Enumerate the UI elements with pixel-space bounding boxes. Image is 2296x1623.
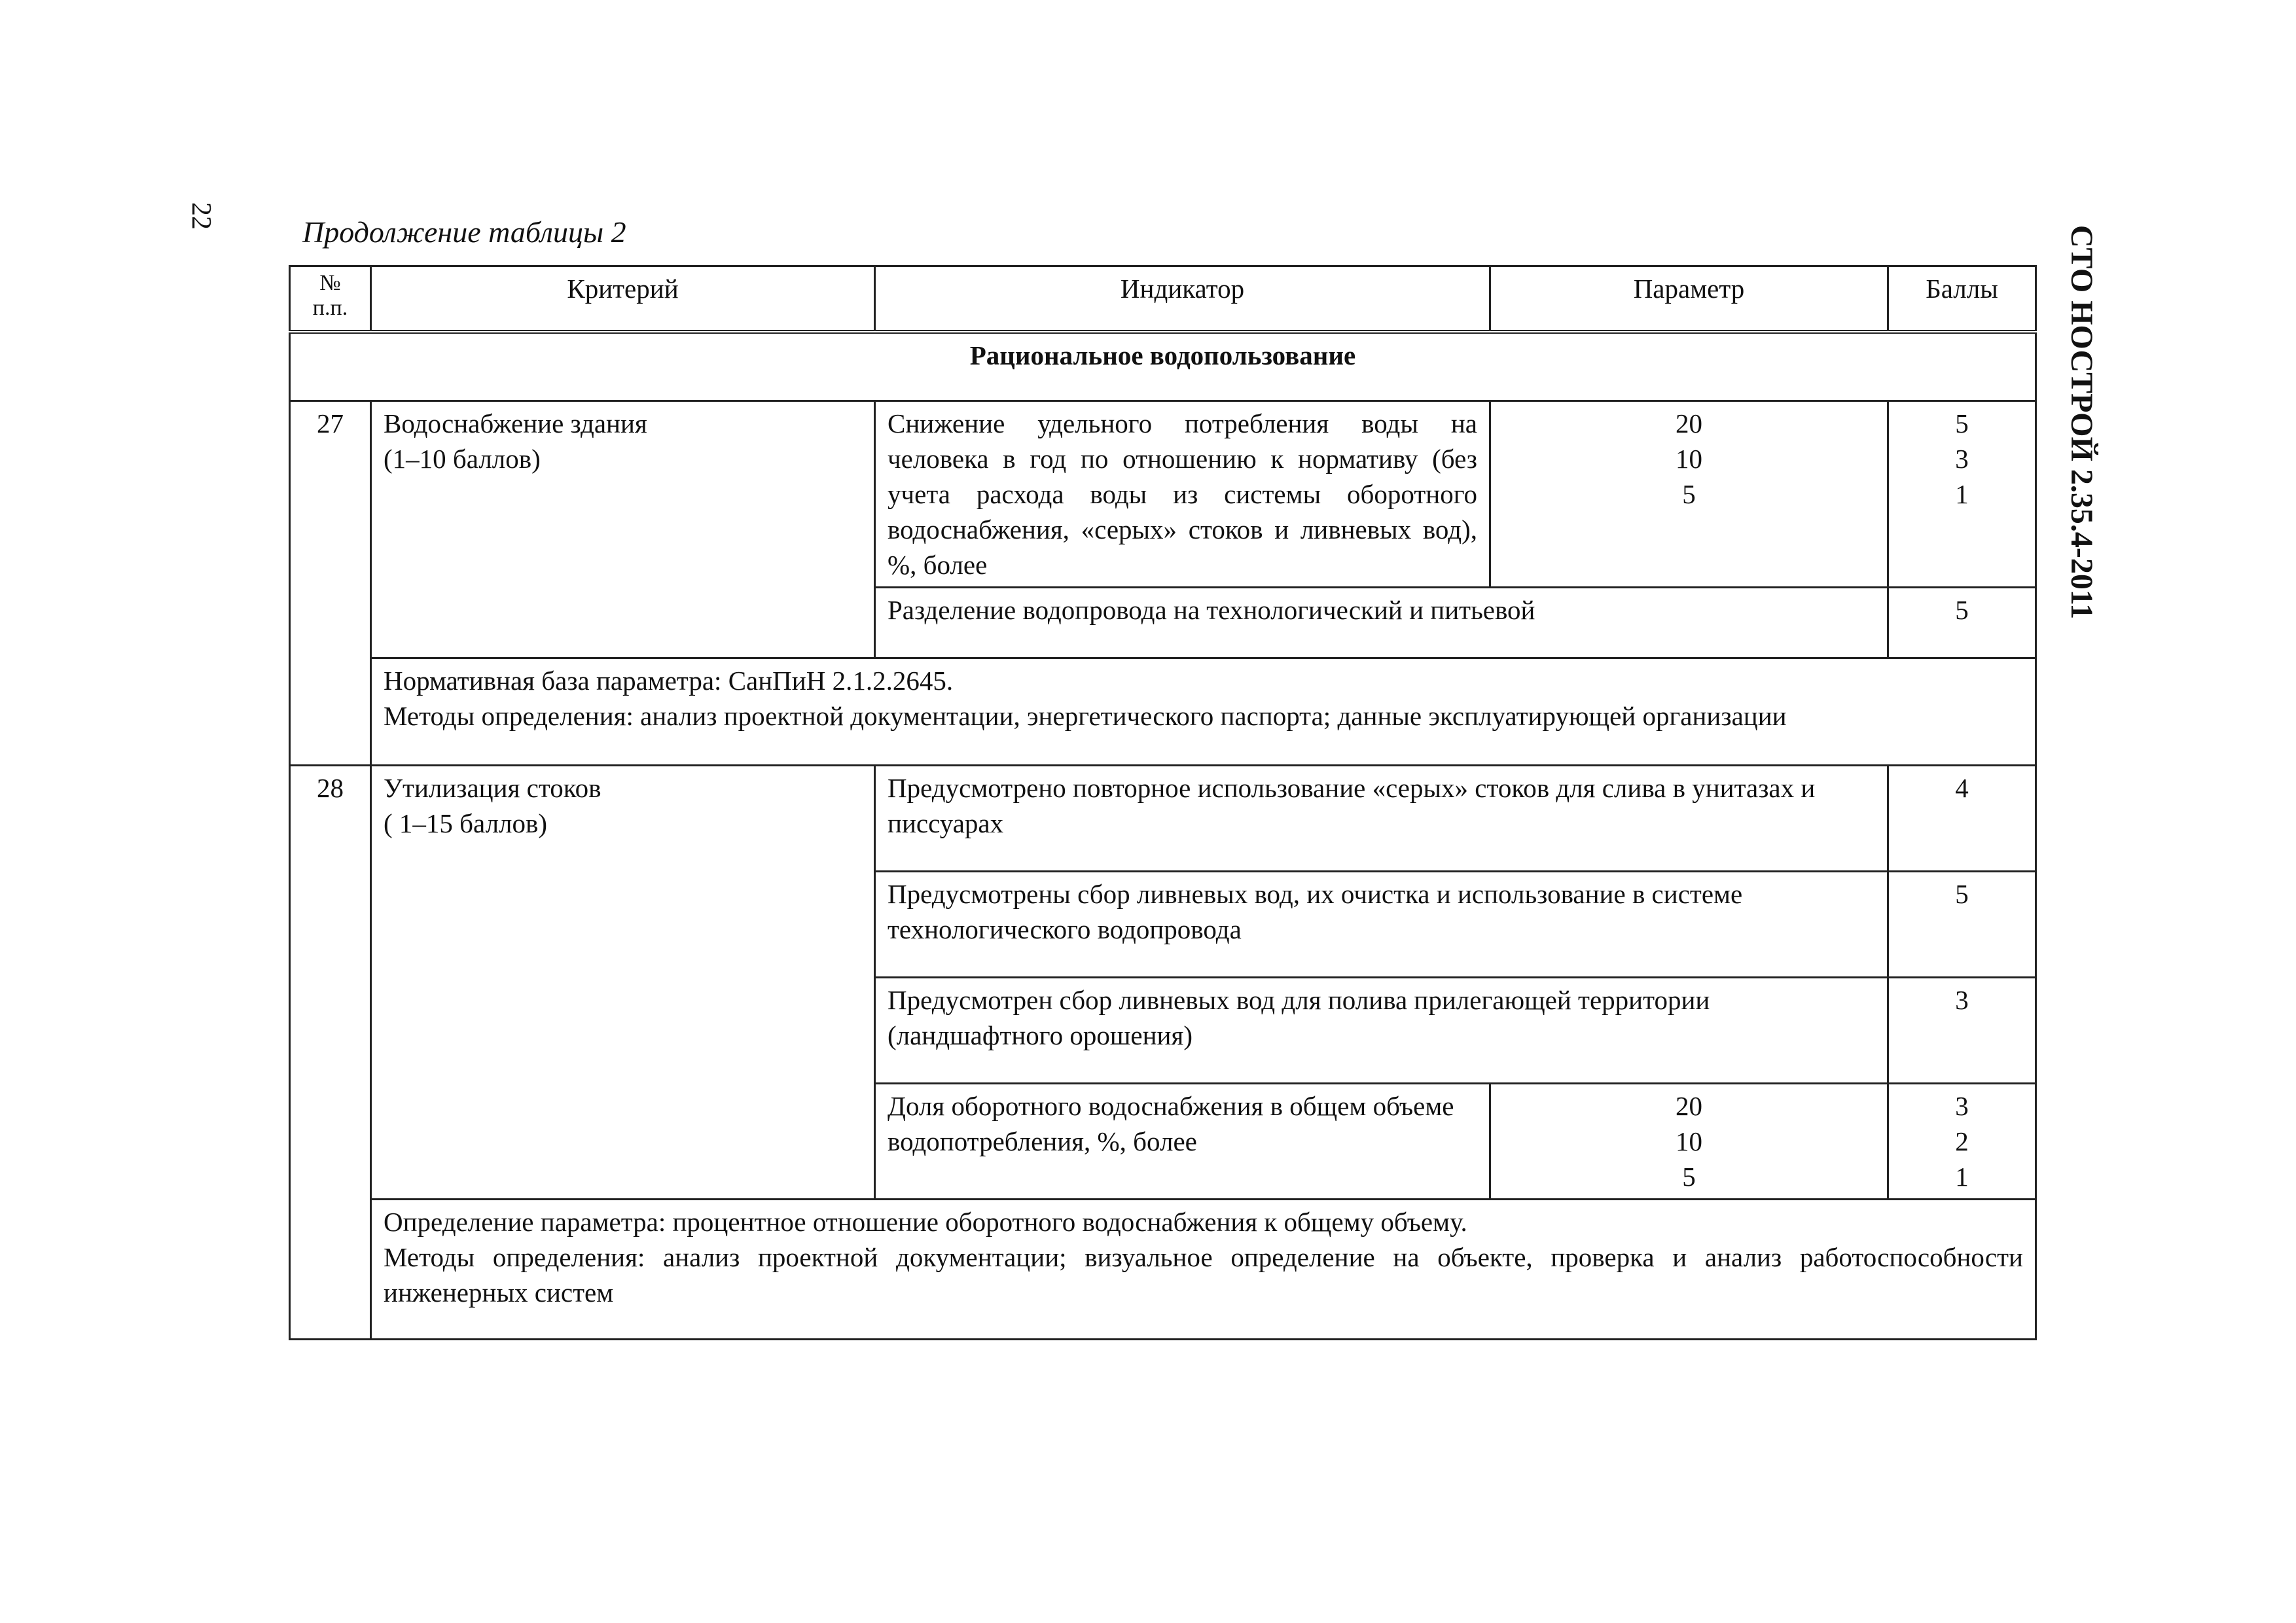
row-28-note	[371, 1200, 2036, 1340]
header-criterion: Критерий	[371, 266, 875, 332]
row-27-note-methods: Методы определения: анализ проектной документации, энергетического паспорта; данные эксплуатирующей организации	[384, 701, 1787, 731]
row-27-criterion-name: Водоснабжение здания	[384, 408, 647, 438]
section-title: Рациональное водопользование	[290, 332, 2036, 401]
row-27-note-basis: Нормативная база параметра: СанПиН 2.1.2.2645.	[384, 666, 954, 696]
row-28-note-methods: Методы определения: анализ проектной документации; визуальное определение на объекте, проверка и анализ работоспособности инженерных систем	[384, 1242, 2023, 1308]
row-28-points-1: 4	[1888, 766, 2036, 872]
row-28-parameter-3: 5	[1682, 1162, 1696, 1192]
row-28-criterion-range: ( 1–15 баллов)	[384, 808, 548, 838]
row-27-criterion-range: (1–10 баллов)	[384, 444, 541, 474]
table-row	[290, 1200, 2036, 1340]
row-27-points-2: 5	[1888, 588, 2036, 658]
row-28-criterion	[371, 766, 875, 1200]
row-28-parameters	[1490, 1084, 1888, 1200]
header-num	[290, 266, 371, 332]
table-header-row	[290, 266, 2036, 332]
row-28-indicator-1: Предусмотрено повторное использование «серых» стоков для слива в унитазах и писсуарах	[875, 766, 1888, 872]
row-27-parameters	[1490, 401, 1888, 588]
section-row	[290, 332, 2036, 401]
row-27-indicator-1: Снижение удельного потребления воды на человека в год по отношению к нормативу (без учета расхода воды из системы оборотного водоснабжения, «серых» стоков и ливневых вод), %, более	[875, 401, 1490, 588]
row-28-parameter-2: 10	[1676, 1126, 1702, 1156]
header-indicator: Индикатор	[875, 266, 1490, 332]
row-27-points-1	[1888, 401, 2036, 588]
row-27-note	[371, 658, 2036, 766]
row-27-number: 27	[290, 401, 371, 766]
row-28-points-2: 5	[1888, 872, 2036, 978]
row-28-note-definition: Определение параметра: процентное отношение оборотного водоснабжения к общему объему.	[384, 1207, 1467, 1237]
row-27-criterion	[371, 401, 875, 658]
row-28-criterion-name: Утилизация стоков	[384, 773, 601, 803]
row-28-points-4	[1888, 1084, 2036, 1200]
row-28-indicator-4: Доля оборотного водоснабжения в общем объеме водопотребления, %, более	[875, 1084, 1490, 1200]
header-num-line2: п.п.	[312, 296, 348, 320]
header-num-line1: №	[319, 271, 341, 295]
row-27-parameter-2: 10	[1676, 444, 1702, 474]
row-28-indicator-2: Предусмотрены сбор ливневых вод, их очистка и использование в системе технологического водопровода	[875, 872, 1888, 978]
header-points: Баллы	[1888, 266, 2036, 332]
row-28-indicator-3: Предусмотрен сбор ливневых вод для полива прилегающей территории (ландшафтного орошения)	[875, 978, 1888, 1084]
row-28-points-3: 3	[1888, 978, 2036, 1084]
row-27-parameter-3: 5	[1682, 479, 1696, 509]
row-27-parameter-1: 20	[1676, 408, 1702, 438]
criteria-table	[289, 265, 2037, 1340]
row-28-number: 28	[290, 766, 371, 1340]
row-28-parameter-1: 20	[1676, 1091, 1702, 1121]
row-28-points-4-a: 3	[1955, 1091, 1969, 1121]
table-caption: Продолжение таблицы 2	[302, 215, 626, 249]
row-27-points-1-b: 3	[1955, 444, 1969, 474]
table-row	[290, 658, 2036, 766]
row-28-points-4-c: 1	[1955, 1162, 1969, 1192]
page-number: 22	[186, 202, 216, 230]
table-row	[290, 766, 2036, 872]
table-row	[290, 401, 2036, 588]
row-27-points-1-c: 1	[1955, 479, 1969, 509]
row-27-points-1-a: 5	[1955, 408, 1969, 438]
document-code: СТО НОСТРОЙ 2.35.4-2011	[2064, 224, 2099, 620]
header-parameter: Параметр	[1490, 266, 1888, 332]
row-28-points-4-b: 2	[1955, 1126, 1969, 1156]
row-27-indicator-2: Разделение водопровода на технологический и питьевой	[875, 588, 1888, 658]
